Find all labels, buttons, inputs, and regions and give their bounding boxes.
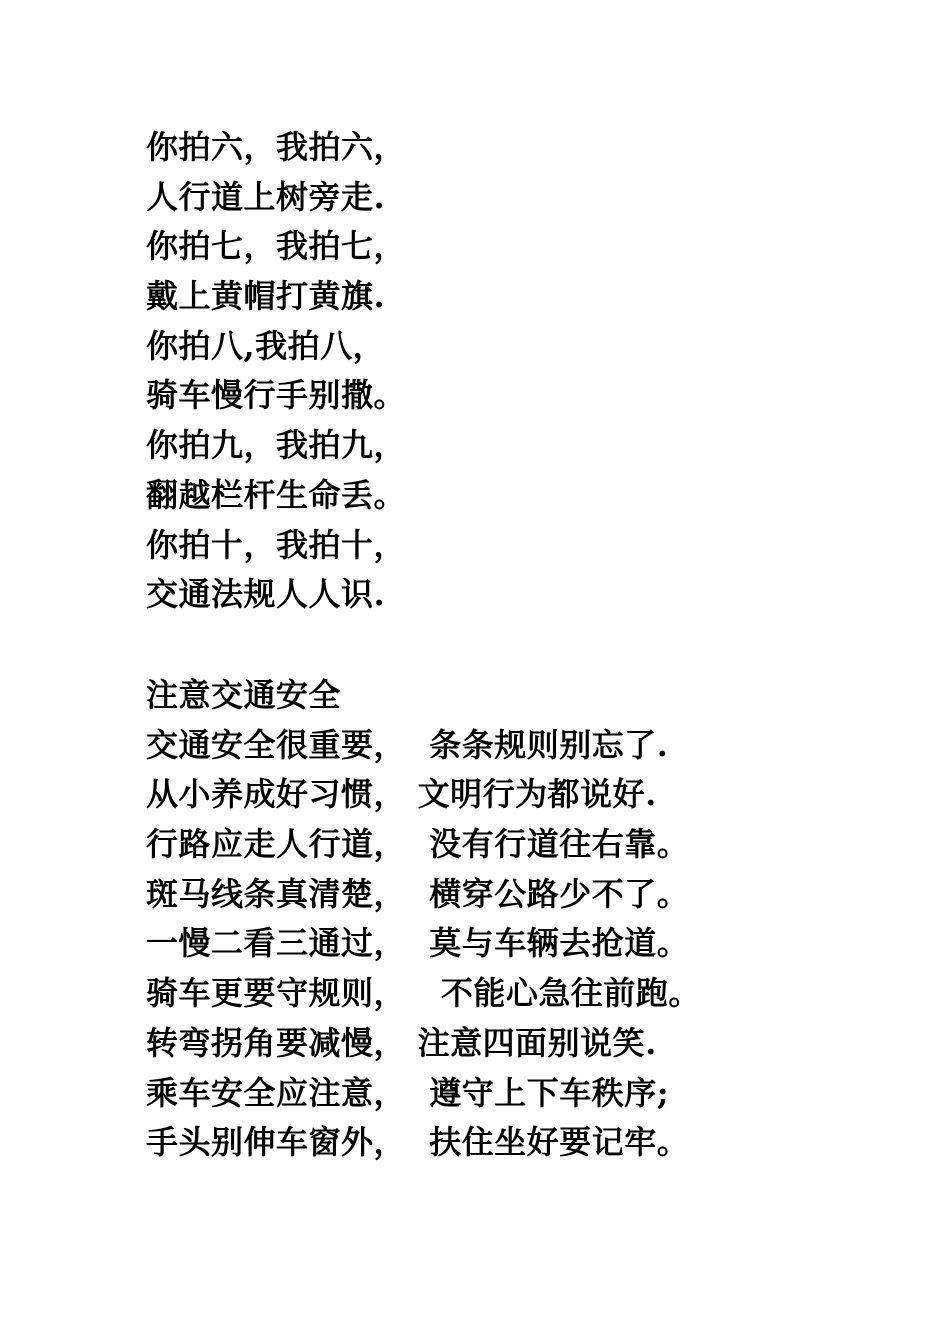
rhyme-line: 翻越栏杆生命丢。 — [146, 475, 407, 514]
rhyme-line: 你拍六，我拍六， — [146, 128, 407, 166]
rhyme-line: 人行道上树旁走. — [146, 177, 386, 216]
poem-line: 交通安全很重要， 条条规则别忘了. — [146, 725, 669, 764]
rhyme-line: 交通法规人人识. — [146, 575, 386, 614]
rhyme-line: 戴上黄帽打黄旗. — [146, 277, 386, 316]
poem-line: 乘车安全应注意， 遵守上下车秩序; — [146, 1073, 670, 1112]
rhyme-line: 骑车慢行手别撒。 — [146, 376, 407, 415]
poem-line: 行路应走人行道， 没有行道往右靠。 — [146, 825, 690, 864]
rhyme-line: 你拍七，我拍七， — [146, 227, 407, 266]
clapping-rhyme — [146, 123, 406, 620]
rhyme-line: 你拍十，我拍十， — [146, 525, 407, 564]
poem-title: 注意交通安全 — [146, 676, 342, 714]
poem-line: 斑马线条真清楚， 横穿公路少不了。 — [146, 874, 690, 913]
poem-line: 一慢二看三通过， 莫与车辆去抢道。 — [146, 924, 690, 963]
poem-line: 骑车更要守规则， 不能心急往前跑。 — [146, 974, 701, 1013]
rhyme-line: 你拍八,我拍八， — [146, 326, 386, 365]
poem-line: 从小养成好习惯， 文明行为都说好. — [146, 775, 657, 814]
rhyme-line: 你拍九，我拍九， — [146, 426, 407, 465]
safety-poem — [146, 671, 701, 1168]
poem-line: 手头别伸车窗外， 扶住坐好要记牢。 — [146, 1123, 690, 1162]
poem-line: 转弯拐角要减慢， 注意四面别说笑. — [146, 1023, 657, 1062]
